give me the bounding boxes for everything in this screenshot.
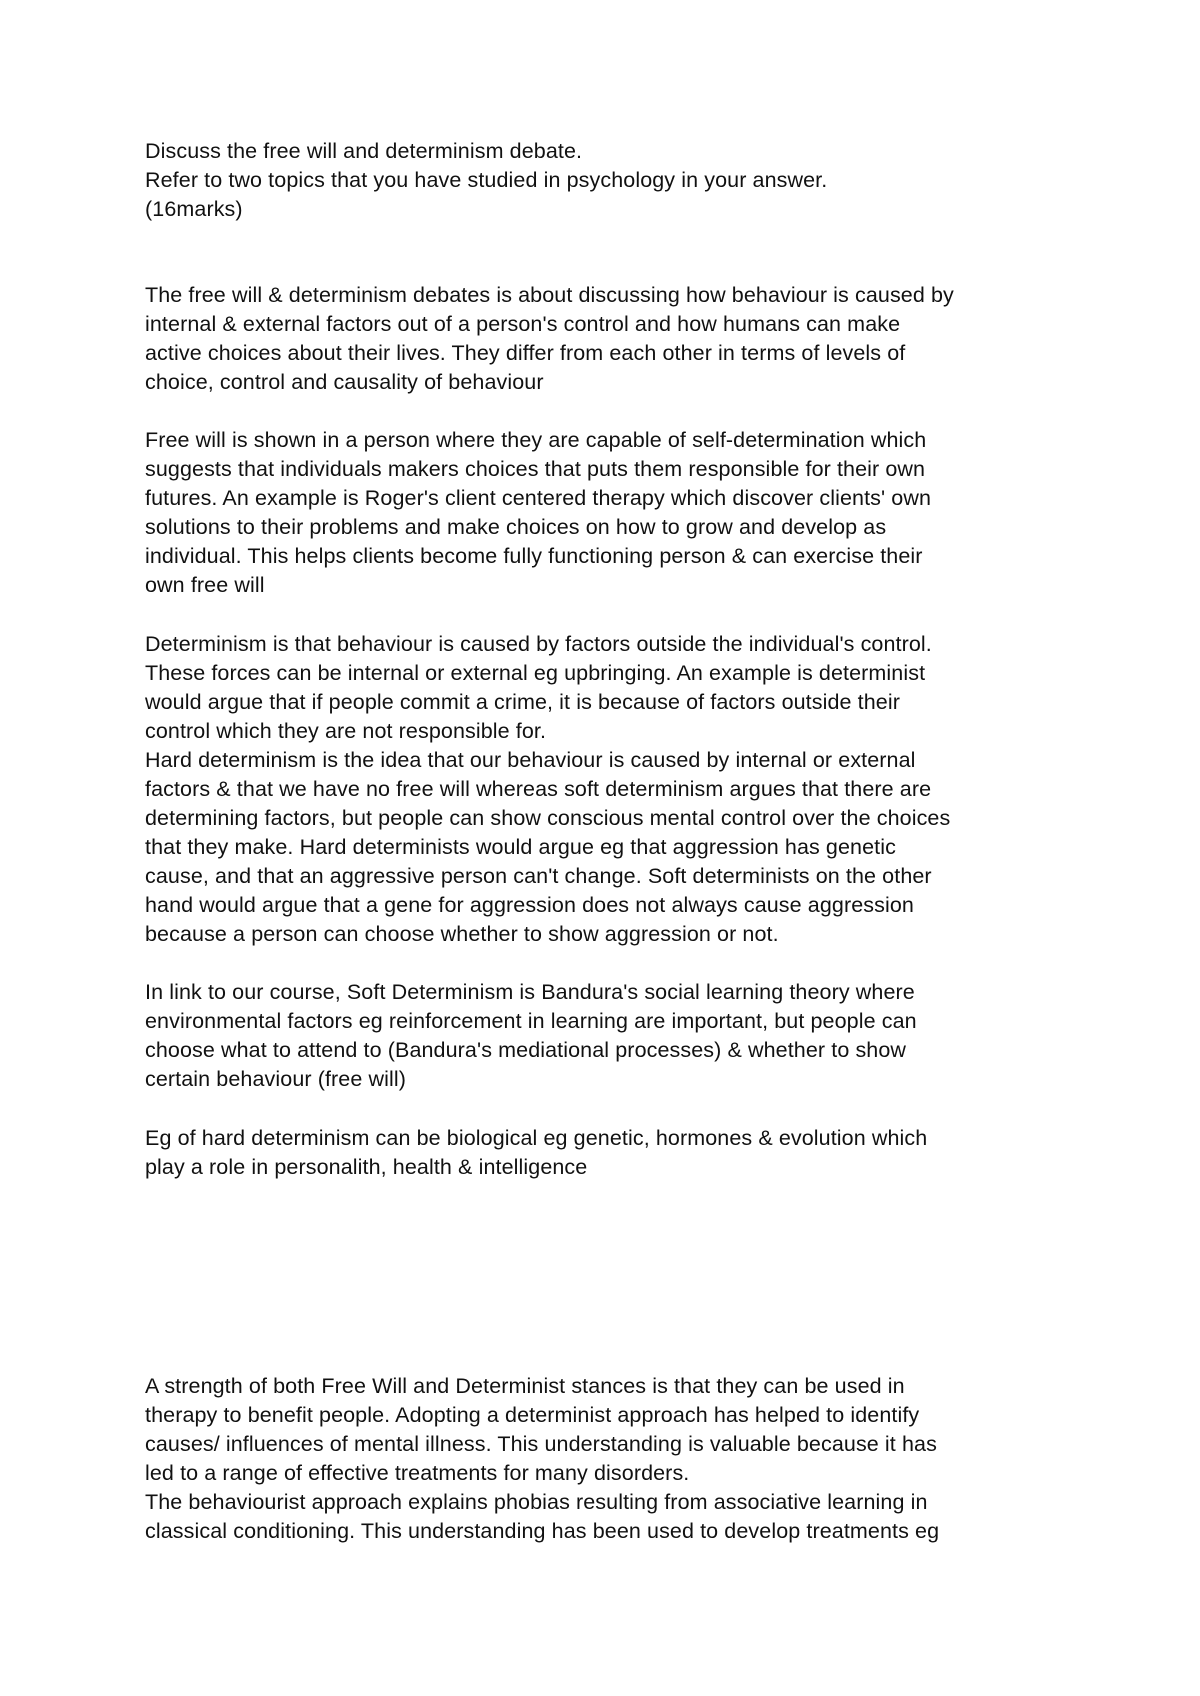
paragraph-line: because a person can choose whether to show aggression or not. — [145, 922, 779, 946]
paragraph-line: would argue that if people commit a crime, it is because of factors outside their — [145, 690, 900, 714]
paragraph-line: therapy to benefit people. Adopting a determinist approach has helped to identify — [145, 1403, 920, 1427]
paragraph-line: Determinism is that behaviour is caused by factors outside the individual's control. — [145, 632, 932, 656]
paragraph-determinism — [145, 630, 1105, 949]
paragraph-line: choice, control and causality of behaviour — [145, 370, 544, 394]
paragraph-line: individual. This helps clients become fully functioning person & can exercise their — [145, 544, 923, 568]
paragraph-strength — [145, 1372, 1105, 1546]
paragraph-line: A strength of both Free Will and Determinist stances is that they can be used in — [145, 1374, 905, 1398]
paragraph-line: control which they are not responsible for. — [145, 719, 547, 743]
paragraph-line: environmental factors eg reinforcement in learning are important, but people can — [145, 1009, 917, 1033]
question-line: Discuss the free will and determinism debate. — [145, 139, 583, 163]
paragraph-line: play a role in personalith, health & intelligence — [145, 1155, 588, 1179]
paragraph-line: hand would argue that a gene for aggression does not always cause aggression — [145, 893, 914, 917]
question-line: Refer to two topics that you have studied in psychology in your answer. — [145, 168, 828, 192]
paragraph-line: own free will — [145, 573, 265, 597]
paragraph-line: In link to our course, Soft Determinism is Bandura's social learning theory where — [145, 980, 915, 1004]
paragraph-line: active choices about their lives. They differ from each other in terms of levels of — [145, 341, 906, 365]
paragraph-soft-determinism — [145, 978, 1105, 1094]
paragraph-line: The free will & determinism debates is about discussing how behaviour is caused by — [145, 283, 954, 307]
paragraph-line: These forces can be internal or external eg upbringing. An example is determinist — [145, 661, 926, 685]
paragraph-free-will — [145, 426, 1105, 600]
paragraph-line: solutions to their problems and make choices on how to grow and develop as — [145, 515, 887, 539]
paragraph-line: factors & that we have no free will whereas soft determinism argues that there are — [145, 777, 932, 801]
paragraph-line: causes/ influences of mental illness. This understanding is valuable because it has — [145, 1432, 937, 1456]
paragraph-line: Free will is shown in a person where they are capable of self-determination which — [145, 428, 927, 452]
paragraph-line: certain behaviour (free will) — [145, 1067, 407, 1091]
paragraph-line: Hard determinism is the idea that our behaviour is caused by internal or external — [145, 748, 916, 772]
paragraph-hard-determinism — [145, 1124, 1105, 1182]
paragraph-line: determining factors, but people can show conscious mental control over the choices — [145, 806, 951, 830]
paragraph-line: choose what to attend to (Bandura's mediational processes) & whether to show — [145, 1038, 907, 1062]
paragraph-line: The behaviourist approach explains phobias resulting from associative learning in — [145, 1490, 928, 1514]
paragraph-line: led to a range of effective treatments for many disorders. — [145, 1461, 690, 1485]
paragraph-intro — [145, 281, 1105, 397]
paragraph-line: Eg of hard determinism can be biological eg genetic, hormones & evolution which — [145, 1126, 928, 1150]
paragraph-line: internal & external factors out of a person's control and how humans can make — [145, 312, 901, 336]
marks-line: (16marks) — [145, 197, 243, 221]
paragraph-line: classical conditioning. This understanding has been used to develop treatments eg — [145, 1519, 940, 1543]
paragraph-line: futures. An example is Roger's client centered therapy which discover clients' own — [145, 486, 932, 510]
paragraph-line: cause, and that an aggressive person can't change. Soft determinists on the other — [145, 864, 932, 888]
paragraph-line: that they make. Hard determinists would argue eg that aggression has genetic — [145, 835, 896, 859]
paragraph-line: suggests that individuals makers choices that puts them responsible for their own — [145, 457, 926, 481]
question-block — [145, 137, 1105, 224]
